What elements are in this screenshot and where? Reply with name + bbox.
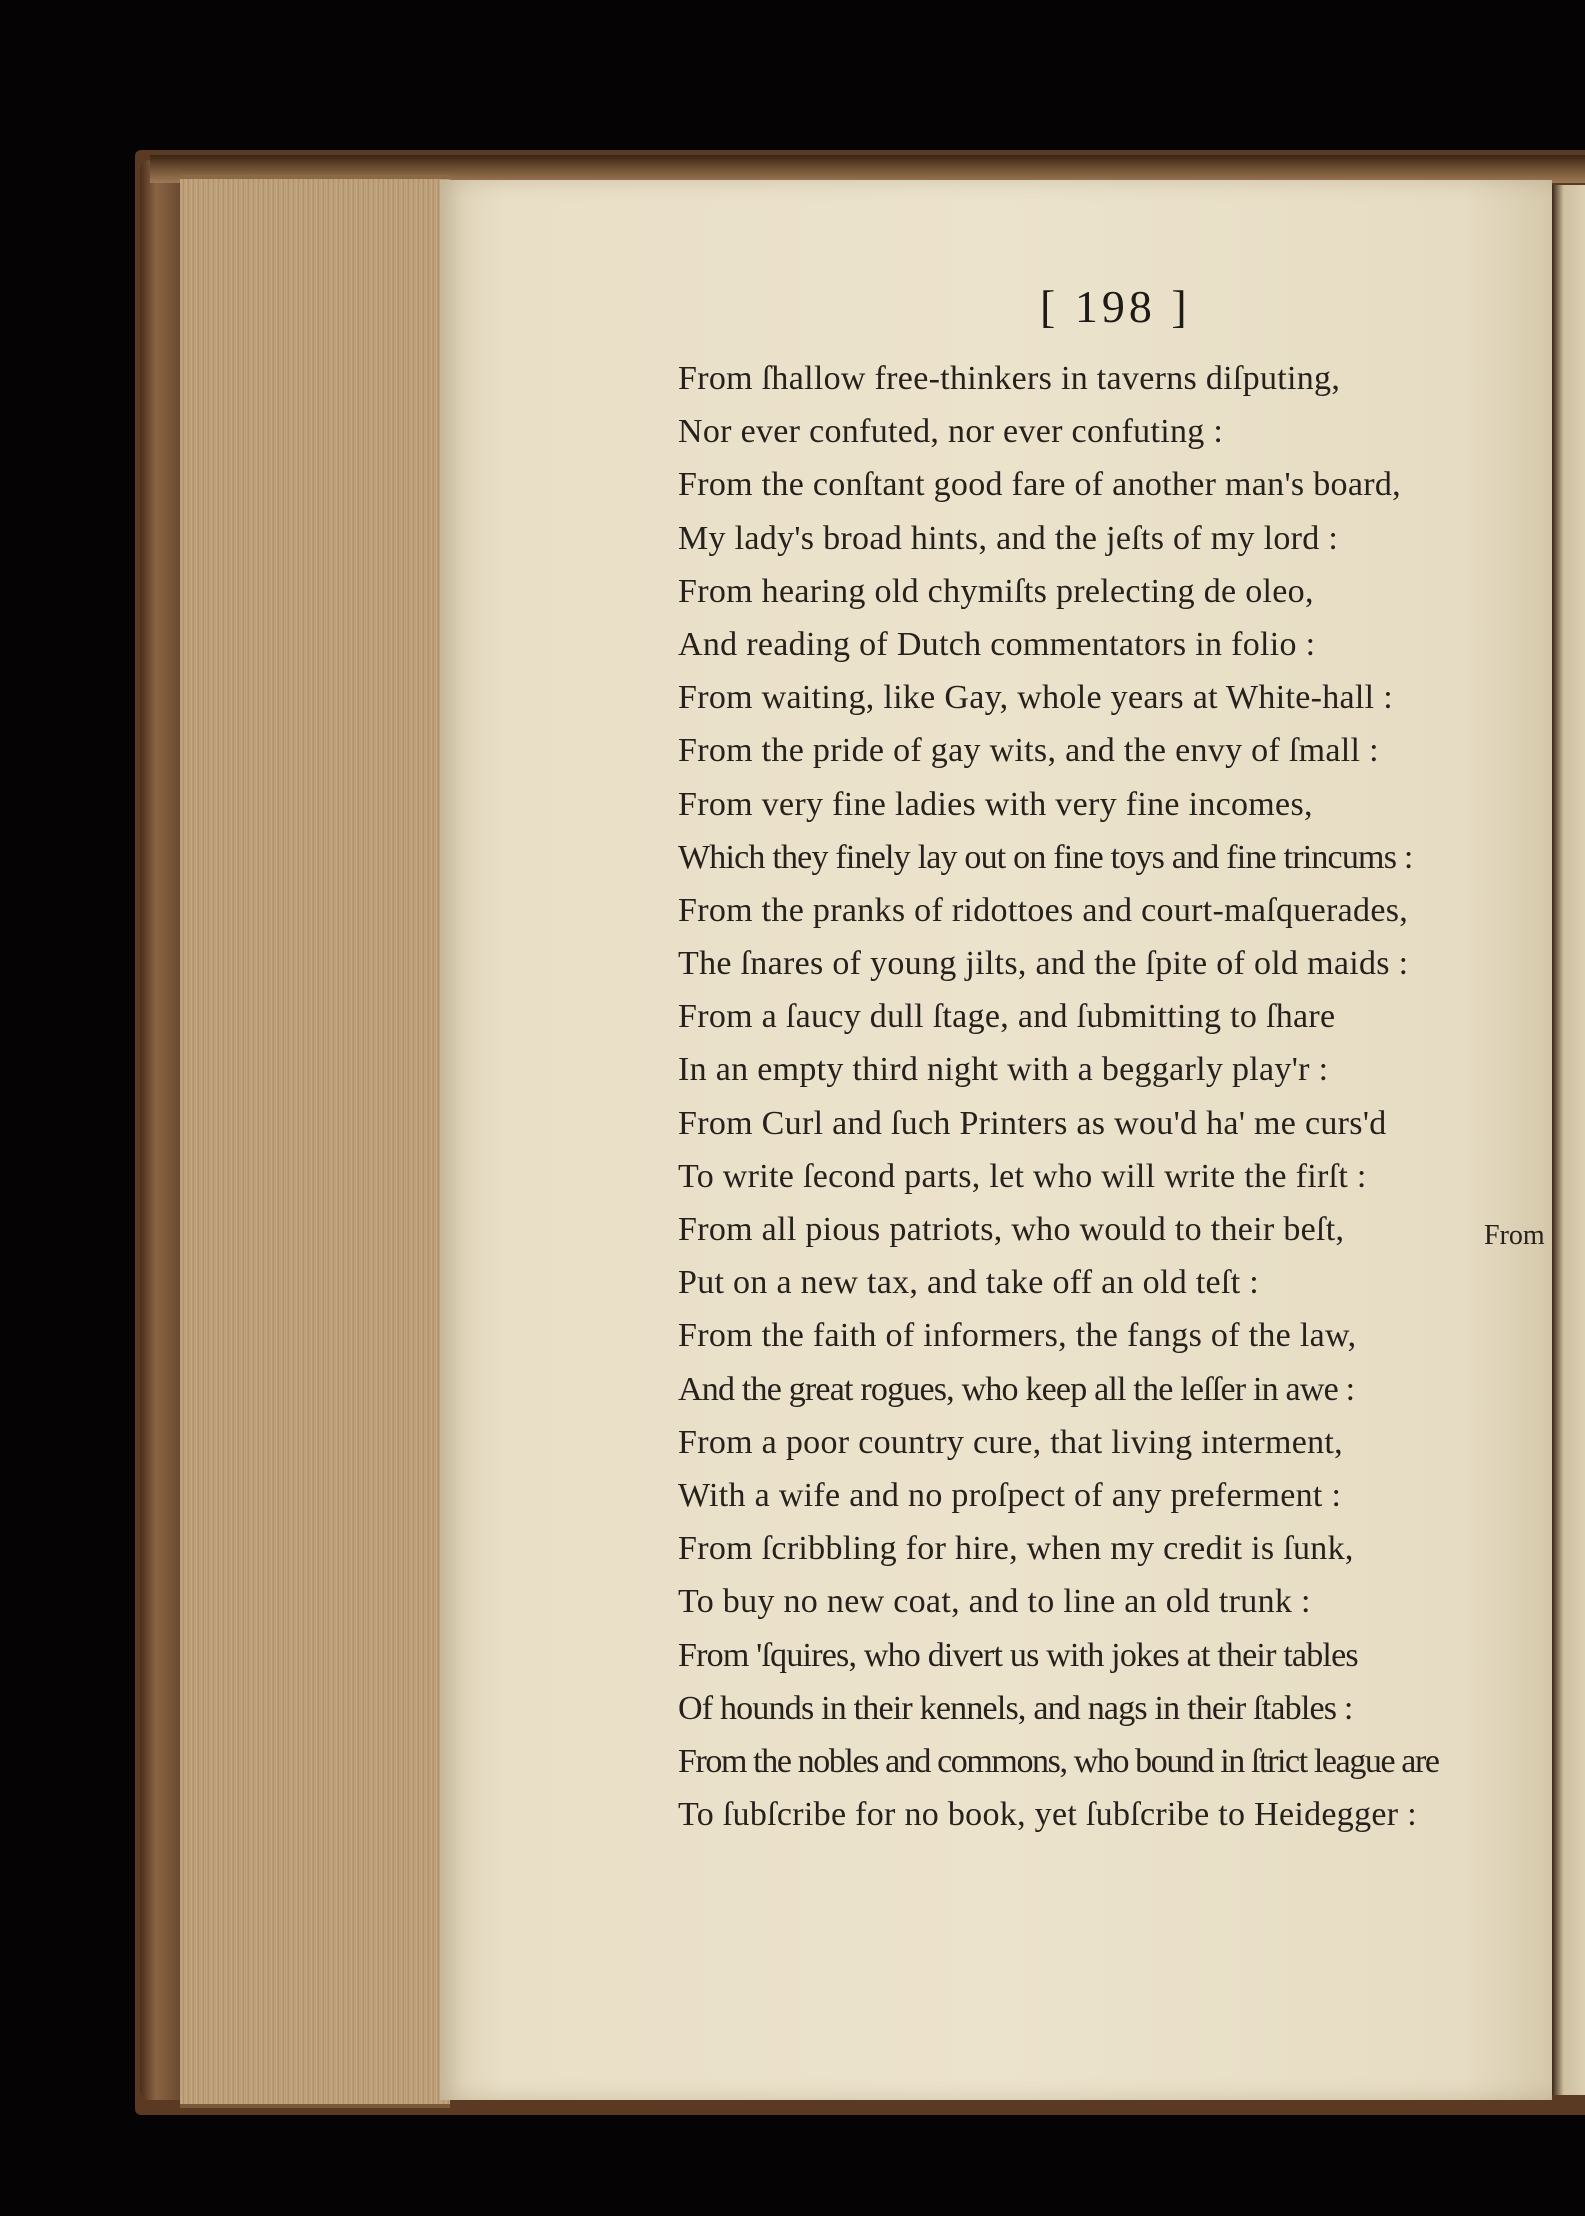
verse-line: Which they finely lay out on fine toys and fine trincums :	[678, 838, 1413, 876]
poem-verse	[678, 352, 1558, 1841]
verse-line: From the faith of informers, the fangs of the law,	[678, 1317, 1357, 1355]
verse-line: The ſnares of young jilts, and the ſpite of old maids :	[678, 945, 1409, 983]
verse-line: Of hounds in their kennels, and nags in their ſtables :	[678, 1689, 1353, 1727]
verse-line: From the conſtant good fare of another man's board,	[678, 466, 1401, 504]
verse-line: To ſubſcribe for no book, yet ſubſcribe to Heidegger :	[678, 1796, 1417, 1834]
verse-line: And the great rogues, who keep all the leſſer in awe :	[678, 1370, 1355, 1408]
verse-line: With a wife and no proſpect of any preferment :	[678, 1476, 1342, 1514]
book-spine	[140, 160, 180, 2100]
page-edges-stack	[180, 175, 450, 2108]
verse-line: From hearing old chymiſts prelecting de oleo,	[678, 572, 1314, 610]
verse-line: From ſcribbling for hire, when my credit is ſunk,	[678, 1530, 1354, 1568]
verse-line: From 'ſquires, who divert us with jokes at their tables	[678, 1636, 1358, 1674]
verse-line: Put on a new tax, and take off an old teſt :	[678, 1264, 1259, 1302]
verse-line: And reading of Dutch commentators in folio :	[678, 625, 1316, 663]
verse-line: From ſhallow free-thinkers in taverns diſputing,	[678, 360, 1341, 397]
verse-line: Nor ever confuted, nor ever confuting :	[678, 413, 1224, 451]
catchword: From	[1484, 1220, 1545, 1251]
page-number: [ 198 ]	[1040, 281, 1191, 332]
verse-line: From the pride of gay wits, and the envy of ſmall :	[678, 732, 1379, 770]
verse-line: To buy no new coat, and to line an old trunk :	[678, 1583, 1311, 1621]
verse-line: From all pious patriots, who would to their beſt,	[678, 1211, 1345, 1248]
verse-line: From a poor country cure, that living interment,	[678, 1423, 1343, 1461]
verse-line: From a ſaucy dull ſtage, and ſubmitting to ſhare	[678, 998, 1336, 1036]
verse-line: From the pranks of ridottoes and court-maſquerades,	[678, 891, 1409, 929]
verse-line: From the nobles and commons, who bound in ſtrict league are	[678, 1742, 1439, 1780]
verse-line: To write ſecond parts, let who will write the firſt :	[678, 1157, 1367, 1195]
verse-line: From very fine ladies with very fine incomes,	[678, 785, 1313, 823]
verse-line: In an empty third night with a beggarly play'r :	[678, 1051, 1329, 1089]
verse-line: My lady's broad hints, and the jeſts of my lord :	[678, 519, 1339, 557]
verse-line: From waiting, like Gay, whole years at White-hall :	[678, 679, 1393, 717]
verse-line: From Curl and ſuch Printers as wou'd ha' me curs'd	[678, 1104, 1387, 1142]
